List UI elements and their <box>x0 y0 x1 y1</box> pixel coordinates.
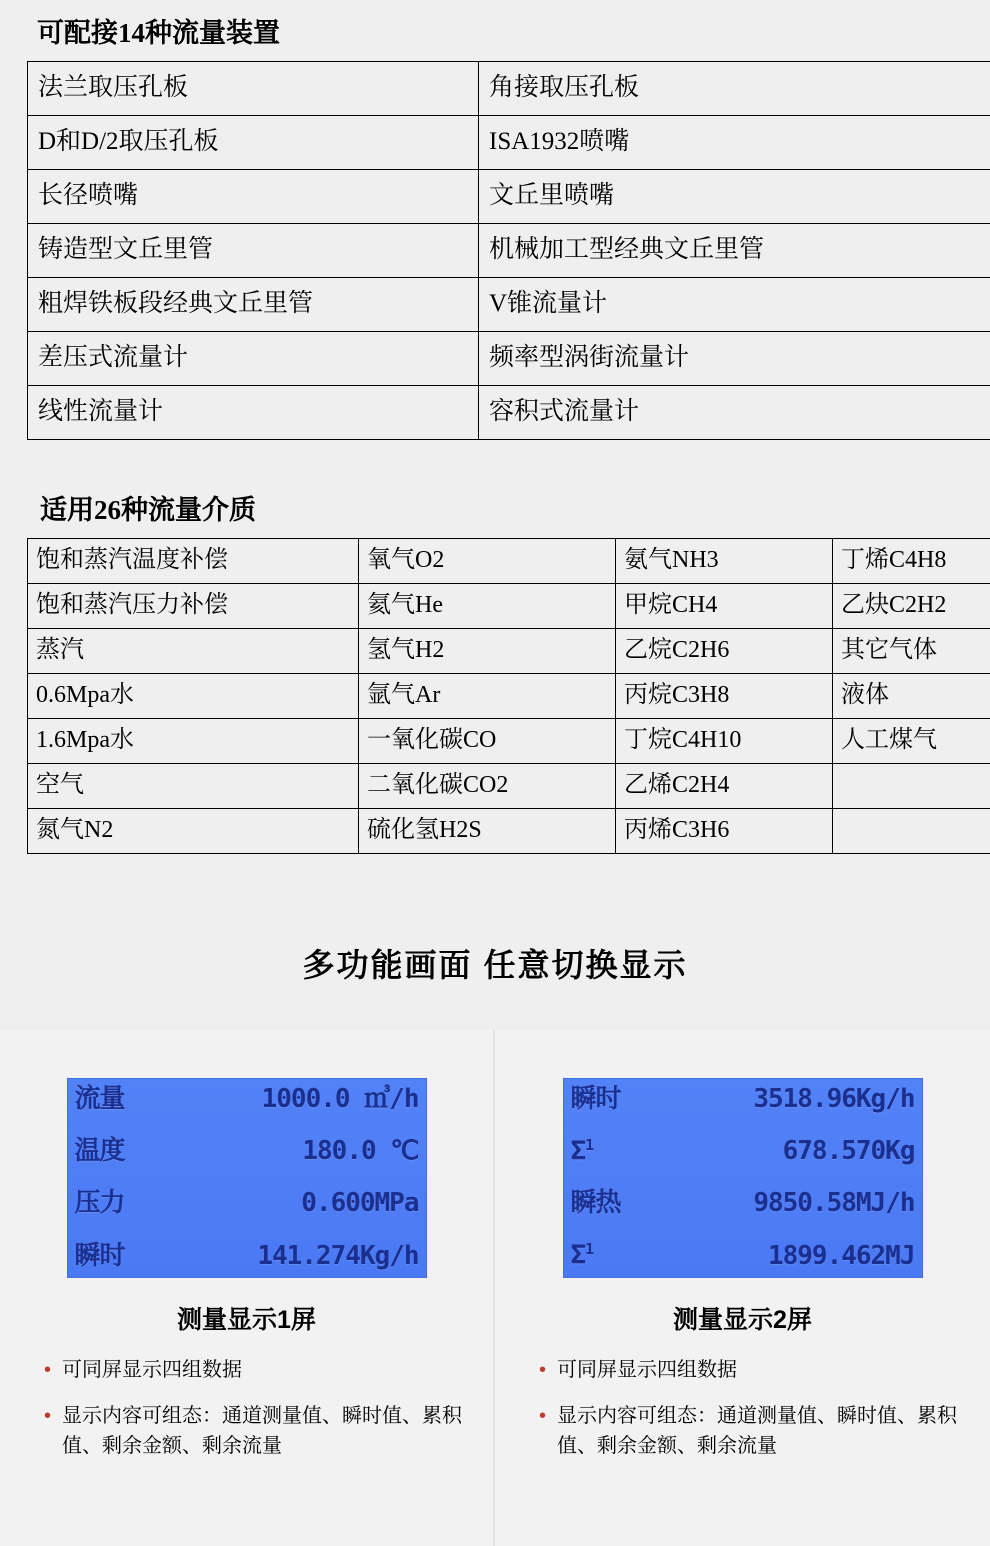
media-cell: 空气 <box>28 764 359 809</box>
bullet-dot-icon: • <box>44 1359 52 1381</box>
lcd-row <box>75 1138 419 1165</box>
table-row <box>28 278 990 332</box>
device-cell: 差压式流量计 <box>28 332 479 386</box>
lcd-label: 瞬热 <box>570 1188 621 1219</box>
lcd-label: 瞬时 <box>570 1084 621 1114</box>
device-cell: 粗焊铁板段经典文丘里管 <box>28 278 479 332</box>
lcd-value: 0.600MPa <box>301 1188 419 1219</box>
table-row <box>28 629 990 674</box>
media-cell: 二氧化碳CO2 <box>359 764 616 809</box>
device-cell: D和D/2取压孔板 <box>28 116 479 170</box>
lcd-label: 温度 <box>74 1136 125 1167</box>
table-row <box>28 62 990 116</box>
lcd-label-superscript: 1 <box>585 1240 594 1259</box>
media-cell: 硫化氢H2S <box>359 809 616 854</box>
screen-panel-2 <box>495 1030 990 1546</box>
screen-caption-1: 测量显示1屏 <box>177 1306 316 1334</box>
media-cell: 氧气O2 <box>359 539 616 584</box>
media-cell: 乙烷C2H6 <box>616 629 833 674</box>
lcd-value: 141.274Kg/h <box>257 1240 419 1271</box>
media-cell <box>833 809 990 854</box>
screen-bullets-2 <box>539 1355 959 1477</box>
media-cell: 0.6Mpa水 <box>28 674 359 719</box>
media-cell: 其它气体 <box>833 629 990 674</box>
lcd-value: 9850.58MJ/h <box>753 1188 915 1219</box>
device-cell: 容积式流量计 <box>479 386 990 440</box>
media-cell: 一氧化碳CO <box>359 719 616 764</box>
media-cell: 蒸汽 <box>28 629 359 674</box>
bullet-text: 可同屏显示四组数据 <box>557 1359 737 1381</box>
media-cell: 人工煤气 <box>833 719 990 764</box>
media-cell: 丁烯C4H8 <box>833 539 990 584</box>
table-row <box>28 332 990 386</box>
media-cell: 氢气H2 <box>359 629 616 674</box>
lcd-row <box>571 1190 915 1217</box>
table-row <box>28 386 990 440</box>
table-row <box>28 584 990 629</box>
bullet-item <box>44 1401 464 1461</box>
bullet-item <box>44 1355 464 1385</box>
lcd-value: 3518.96Kg/h <box>753 1084 915 1114</box>
screen-caption-2: 测量显示2屏 <box>673 1306 812 1334</box>
media-cell: 饱和蒸汽温度补偿 <box>28 539 359 584</box>
media-cell: 丙烯C3H6 <box>616 809 833 854</box>
media-cell: 氩气Ar <box>359 674 616 719</box>
media-cell: 氦气He <box>359 584 616 629</box>
media-table-body <box>28 539 990 854</box>
media-cell: 甲烷CH4 <box>616 584 833 629</box>
lcd-row <box>570 1135 915 1167</box>
lcd-value: 678.570Kg <box>782 1136 915 1167</box>
lcd-row <box>75 1190 419 1217</box>
bullet-item <box>539 1401 959 1461</box>
device-cell: 法兰取压孔板 <box>28 62 479 116</box>
bullet-dot-icon: • <box>44 1405 52 1427</box>
lcd-row <box>571 1086 915 1113</box>
devices-table <box>27 61 990 440</box>
table-row <box>28 809 990 854</box>
device-cell: V锥流量计 <box>479 278 990 332</box>
lcd-label: $\Sigma^1$ <box>570 1135 594 1167</box>
table-row <box>28 170 990 224</box>
screen-bullets-1 <box>44 1355 464 1477</box>
lcd-display-1 <box>67 1078 427 1278</box>
media-cell: 丁烷C4H10 <box>616 719 833 764</box>
media-cell <box>833 764 990 809</box>
table-row <box>28 674 990 719</box>
lcd-row <box>75 1086 419 1113</box>
media-cell: 液体 <box>833 674 990 719</box>
lcd-label-superscript: 1 <box>585 1135 594 1154</box>
media-cell: 乙烯C2H4 <box>616 764 833 809</box>
table-row <box>28 116 990 170</box>
media-table <box>27 538 990 854</box>
lcd-label: 流量 <box>74 1084 125 1114</box>
lcd-value: 1899.462MJ <box>767 1240 915 1271</box>
media-cell: 饱和蒸汽压力补偿 <box>28 584 359 629</box>
table-row <box>28 224 990 278</box>
lcd-row <box>571 1242 915 1270</box>
table-row <box>28 764 990 809</box>
lcd-display-2 <box>563 1078 923 1278</box>
media-section-title: 适用26种流量介质 <box>40 495 256 525</box>
media-cell: 1.6Mpa水 <box>28 719 359 764</box>
bullet-text: 可同屏显示四组数据 <box>62 1359 242 1381</box>
table-row <box>28 719 990 764</box>
lcd-label: 压力 <box>74 1188 125 1219</box>
lcd-label: $\Sigma^1$ <box>570 1240 594 1271</box>
media-cell: 氨气NH3 <box>616 539 833 584</box>
bullet-dot-icon: • <box>539 1405 547 1427</box>
bullet-text: 显示内容可组态：通道测量值、瞬时值、累积值、剩余金额、剩余流量 <box>557 1405 957 1457</box>
device-cell: 文丘里喷嘴 <box>479 170 990 224</box>
media-cell: 氮气N2 <box>28 809 359 854</box>
lcd-label: 瞬时 <box>74 1240 125 1271</box>
device-cell: 机械加工型经典文丘里管 <box>479 224 990 278</box>
screens-panels <box>0 1030 990 1546</box>
device-cell: 铸造型文丘里管 <box>28 224 479 278</box>
device-cell: ISA1932喷嘴 <box>479 116 990 170</box>
bullet-item <box>539 1355 959 1385</box>
lcd-value: 1000.0 ㎥/h <box>261 1084 419 1114</box>
media-cell: 乙炔C2H2 <box>833 584 990 629</box>
device-cell: 角接取压孔板 <box>479 62 990 116</box>
media-cell: 丙烷C3H8 <box>616 674 833 719</box>
device-cell: 线性流量计 <box>28 386 479 440</box>
screen-panel-1 <box>0 1030 495 1546</box>
devices-section-title: 可配接14种流量装置 <box>37 18 280 48</box>
device-cell: 频率型涡街流量计 <box>479 332 990 386</box>
bullet-dot-icon: • <box>539 1359 547 1381</box>
bullet-text: 显示内容可组态：通道测量值、瞬时值、累积值、剩余金额、剩余流量 <box>62 1405 462 1457</box>
lcd-value: 180.0 ℃ <box>302 1136 419 1167</box>
device-cell: 长径喷嘴 <box>28 170 479 224</box>
feature-banner: 多功能画面 任意切换显示 <box>302 947 688 983</box>
table-row <box>28 539 990 584</box>
devices-table-body <box>28 62 990 440</box>
lcd-row <box>74 1240 419 1271</box>
